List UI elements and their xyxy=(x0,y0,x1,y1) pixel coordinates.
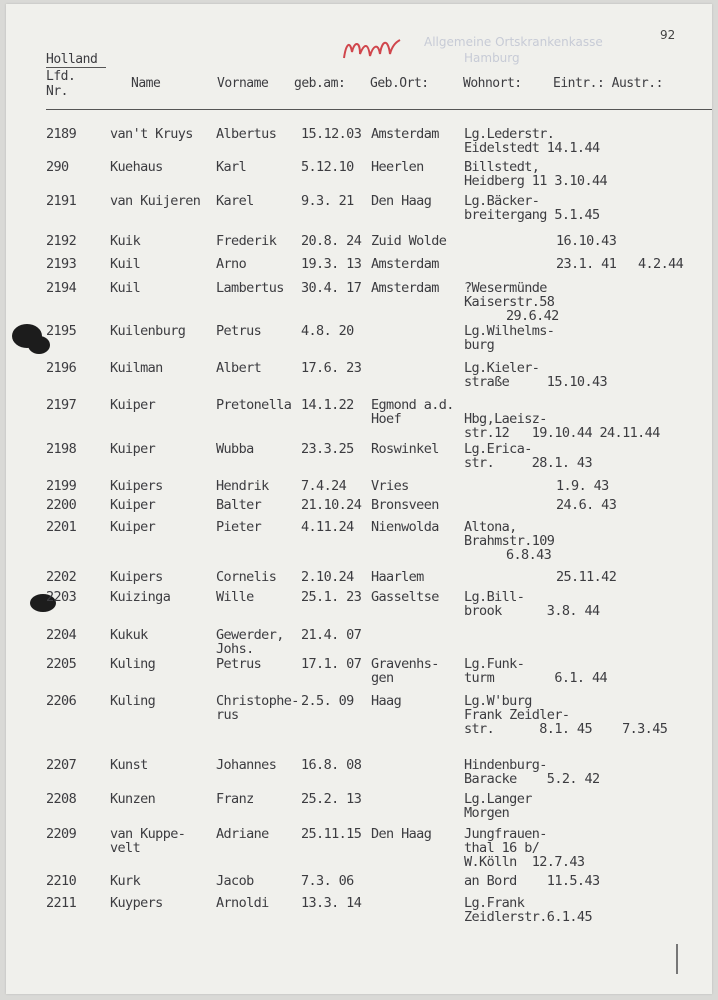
row-birth-place: Nienwolda xyxy=(371,519,439,535)
row-vorname: Gewerder, xyxy=(216,627,284,643)
row-residence: W.Kölln 12.7.43 xyxy=(464,854,585,870)
row-residence: an Bord 11.5.43 xyxy=(464,873,600,889)
row-number: 2189 xyxy=(46,126,77,142)
row-birth-date: 4.8. 20 xyxy=(301,323,354,339)
row-name: Kuiper xyxy=(110,519,156,535)
row-number: 2195 xyxy=(46,323,77,339)
header-geb-am: geb.am: xyxy=(294,76,346,91)
row-name: Kurk xyxy=(110,873,141,889)
row-number: 2207 xyxy=(46,757,77,773)
row-number: 2204 xyxy=(46,627,77,643)
header-rule xyxy=(46,109,712,110)
row-vorname: Frederik xyxy=(216,233,277,249)
row-name: Kuizinga xyxy=(110,589,171,605)
row-name: Kuilman xyxy=(110,360,163,376)
row-residence: Lg.Funk- xyxy=(464,656,525,672)
row-name: Kuiper xyxy=(110,441,156,457)
row-vorname: Balter xyxy=(216,497,262,513)
row-residence: Heidberg 11 3.10.44 xyxy=(464,173,608,189)
row-residence: Lg.Bäcker- xyxy=(464,193,540,209)
row-birth-date: 2.10.24 xyxy=(301,569,354,585)
row-name: velt xyxy=(110,840,141,856)
row-name: Kukuk xyxy=(110,627,148,643)
row-number: 2202 xyxy=(46,569,77,585)
row-entry-date: 1.9. 43 xyxy=(556,478,609,494)
country-underline xyxy=(46,67,106,68)
stamp-line-1: Allgemeine Ortskrankenkasse xyxy=(424,35,603,49)
row-exit-date: 4.2.44 xyxy=(638,256,684,272)
row-name: Kuling xyxy=(110,693,156,709)
pencil-mark xyxy=(676,944,678,974)
row-residence: str.12 19.10.44 24.11.44 xyxy=(464,425,660,441)
row-vorname: Pieter xyxy=(216,519,262,535)
row-birth-date: 21.4. 07 xyxy=(301,627,362,643)
insurance-stamp xyxy=(424,34,603,66)
row-name: van Kuijeren xyxy=(110,193,201,209)
row-birth-date: 25.11.15 xyxy=(301,826,362,842)
row-name: Kunzen xyxy=(110,791,156,807)
row-name: van't Kruys xyxy=(110,126,193,142)
row-birth-place: Roswinkel xyxy=(371,441,439,457)
row-vorname: Petrus xyxy=(216,323,262,339)
row-residence: brook 3.8. 44 xyxy=(464,603,600,619)
row-number: 2199 xyxy=(46,478,77,494)
row-birth-date: 19.3. 13 xyxy=(301,256,362,272)
row-number: 2201 xyxy=(46,519,77,535)
row-residence: Frank Zeidler- xyxy=(464,707,570,723)
row-number: 290 xyxy=(46,159,69,175)
row-birth-place: Amsterdam xyxy=(371,280,439,296)
header-geb-ort: Geb.Ort: xyxy=(370,76,429,91)
header-wohnort: Wohnort: xyxy=(463,76,522,91)
row-name: Kuil xyxy=(110,280,141,296)
row-residence: Altona, xyxy=(464,519,517,535)
row-residence: Zeidlerstr.6.1.45 xyxy=(464,909,592,925)
row-birth-place: Bronsveen xyxy=(371,497,439,513)
row-birth-place: Den Haag xyxy=(371,193,432,209)
row-vorname: Arno xyxy=(216,256,247,272)
row-vorname: Petrus xyxy=(216,656,262,672)
header-vorname: Vorname xyxy=(217,76,269,91)
row-vorname: Christophe- xyxy=(216,693,299,709)
row-vorname: Wubba xyxy=(216,441,254,457)
row-residence: Hindenburg- xyxy=(464,757,547,773)
row-birth-place: Den Haag xyxy=(371,826,432,842)
row-residence: turm 6.1. 44 xyxy=(464,670,608,686)
red-handwritten-mark xyxy=(340,34,404,64)
row-birth-date: 4.11.24 xyxy=(301,519,354,535)
row-birth-date: 17.6. 23 xyxy=(301,360,362,376)
row-residence: str. 8.1. 45 7.3.45 xyxy=(464,721,668,737)
row-vorname: Hendrik xyxy=(216,478,269,494)
row-residence: 6.8.43 xyxy=(506,547,552,563)
document-page xyxy=(6,4,712,994)
row-birth-date: 13.3. 14 xyxy=(301,895,362,911)
row-vorname: Wille xyxy=(216,589,254,605)
row-residence: Lg.Erica- xyxy=(464,441,532,457)
row-entry-date: 24.6. 43 xyxy=(556,497,617,513)
row-birth-date: 25.2. 13 xyxy=(301,791,362,807)
row-residence: burg xyxy=(464,337,495,353)
row-residence: Lg.W'burg xyxy=(464,693,532,709)
row-number: 2211 xyxy=(46,895,77,911)
row-name: Kuilenburg xyxy=(110,323,186,339)
row-number: 2208 xyxy=(46,791,77,807)
row-birth-place: Amsterdam xyxy=(371,126,439,142)
row-name: van Kuppe- xyxy=(110,826,186,842)
row-name: Kuipers xyxy=(110,569,163,585)
row-residence: Baracke 5.2. 42 xyxy=(464,771,600,787)
row-vorname: Karel xyxy=(216,193,254,209)
row-vorname: Adriane xyxy=(216,826,269,842)
row-birth-date: 7.3. 06 xyxy=(301,873,354,889)
row-entry-date: 25.11.42 xyxy=(556,569,617,585)
row-number: 2206 xyxy=(46,693,77,709)
row-birth-place: Amsterdam xyxy=(371,256,439,272)
row-birth-date: 15.12.03 xyxy=(301,126,362,142)
row-vorname: Lambertus xyxy=(216,280,284,296)
row-vorname: Johannes xyxy=(216,757,277,773)
row-number: 2209 xyxy=(46,826,77,842)
row-number: 2192 xyxy=(46,233,77,249)
row-birth-date: 9.3. 21 xyxy=(301,193,354,209)
row-vorname: Arnoldi xyxy=(216,895,269,911)
row-residence: Billstedt, xyxy=(464,159,540,175)
row-residence: ?Wesermünde xyxy=(464,280,547,296)
page-number: 92 xyxy=(660,28,676,42)
row-birth-date: 14.1.22 xyxy=(301,397,354,413)
row-residence: breitergang 5.1.45 xyxy=(464,207,600,223)
row-birth-place: Heerlen xyxy=(371,159,424,175)
row-birth-date: 16.8. 08 xyxy=(301,757,362,773)
row-residence: Lg.Frank xyxy=(464,895,525,911)
row-residence: Morgen xyxy=(464,805,510,821)
row-residence: Jungfrauen- xyxy=(464,826,547,842)
row-vorname: Albert xyxy=(216,360,262,376)
row-residence: Eidelstedt 14.1.44 xyxy=(464,140,600,156)
row-vorname: Albertus xyxy=(216,126,277,142)
row-birth-date: 23.3.25 xyxy=(301,441,354,457)
row-number: 2210 xyxy=(46,873,77,889)
row-residence: 29.6.42 xyxy=(506,308,559,324)
row-number: 2205 xyxy=(46,656,77,672)
row-residence: straße 15.10.43 xyxy=(464,374,608,390)
row-residence: Lg.Kieler- xyxy=(464,360,540,376)
header-lfd: Lfd. xyxy=(46,69,76,84)
row-vorname: Johs. xyxy=(216,641,254,657)
row-residence: Hbg,Laeisz- xyxy=(464,411,547,427)
header-nr: Nr. xyxy=(46,84,68,99)
row-birth-place: Egmond a.d. xyxy=(371,397,454,413)
row-residence: Lg.Langer xyxy=(464,791,532,807)
row-birth-date: 17.1. 07 xyxy=(301,656,362,672)
row-birth-date: 5.12.10 xyxy=(301,159,354,175)
row-birth-place: Vries xyxy=(371,478,409,494)
row-birth-date: 2.5. 09 xyxy=(301,693,354,709)
row-residence: Kaiserstr.58 xyxy=(464,294,555,310)
row-name: Kuik xyxy=(110,233,141,249)
row-number: 2193 xyxy=(46,256,77,272)
row-residence: Lg.Lederstr. xyxy=(464,126,555,142)
row-birth-place: Zuid Wolde xyxy=(371,233,447,249)
row-residence: Lg.Bill- xyxy=(464,589,525,605)
row-name: Kuehaus xyxy=(110,159,163,175)
row-name: Kuling xyxy=(110,656,156,672)
row-residence: Lg.Wilhelms- xyxy=(464,323,555,339)
row-vorname: Pretonella xyxy=(216,397,292,413)
row-birth-place: Haag xyxy=(371,693,402,709)
row-vorname: Cornelis xyxy=(216,569,277,585)
header-name: Name xyxy=(131,76,161,91)
row-birth-place: Hoef xyxy=(371,411,402,427)
row-name: Kunst xyxy=(110,757,148,773)
row-entry-date: 16.10.43 xyxy=(556,233,617,249)
row-number: 2196 xyxy=(46,360,77,376)
row-number: 2198 xyxy=(46,441,77,457)
stamp-line-2: Hamburg xyxy=(464,51,520,65)
row-name: Kuipers xyxy=(110,478,163,494)
row-number: 2191 xyxy=(46,193,77,209)
row-birth-place: gen xyxy=(371,670,394,686)
row-residence: Brahmstr.109 xyxy=(464,533,555,549)
row-birth-date: 30.4. 17 xyxy=(301,280,362,296)
row-number: 2200 xyxy=(46,497,77,513)
row-birth-date: 20.8. 24 xyxy=(301,233,362,249)
row-birth-place: Gasseltse xyxy=(371,589,439,605)
row-name: Kuiper xyxy=(110,397,156,413)
row-birth-date: 21.10.24 xyxy=(301,497,362,513)
row-number: 2194 xyxy=(46,280,77,296)
row-vorname: rus xyxy=(216,707,239,723)
row-number: 2203 xyxy=(46,589,77,605)
row-residence: thal 16 b/ xyxy=(464,840,540,856)
row-vorname: Franz xyxy=(216,791,254,807)
row-birth-place: Haarlem xyxy=(371,569,424,585)
country-heading: Holland xyxy=(46,52,98,67)
row-number: 2197 xyxy=(46,397,77,413)
row-vorname: Karl xyxy=(216,159,247,175)
row-name: Kuil xyxy=(110,256,141,272)
row-birth-date: 7.4.24 xyxy=(301,478,347,494)
header-eintr-austr: Eintr.: Austr.: xyxy=(553,76,663,91)
row-name: Kuiper xyxy=(110,497,156,513)
row-vorname: Jacob xyxy=(216,873,254,889)
row-name: Kuypers xyxy=(110,895,163,911)
row-residence: str. 28.1. 43 xyxy=(464,455,592,471)
row-birth-date: 25.1. 23 xyxy=(301,589,362,605)
row-birth-place: Gravenhs- xyxy=(371,656,439,672)
row-entry-date: 23.1. 41 xyxy=(556,256,617,272)
